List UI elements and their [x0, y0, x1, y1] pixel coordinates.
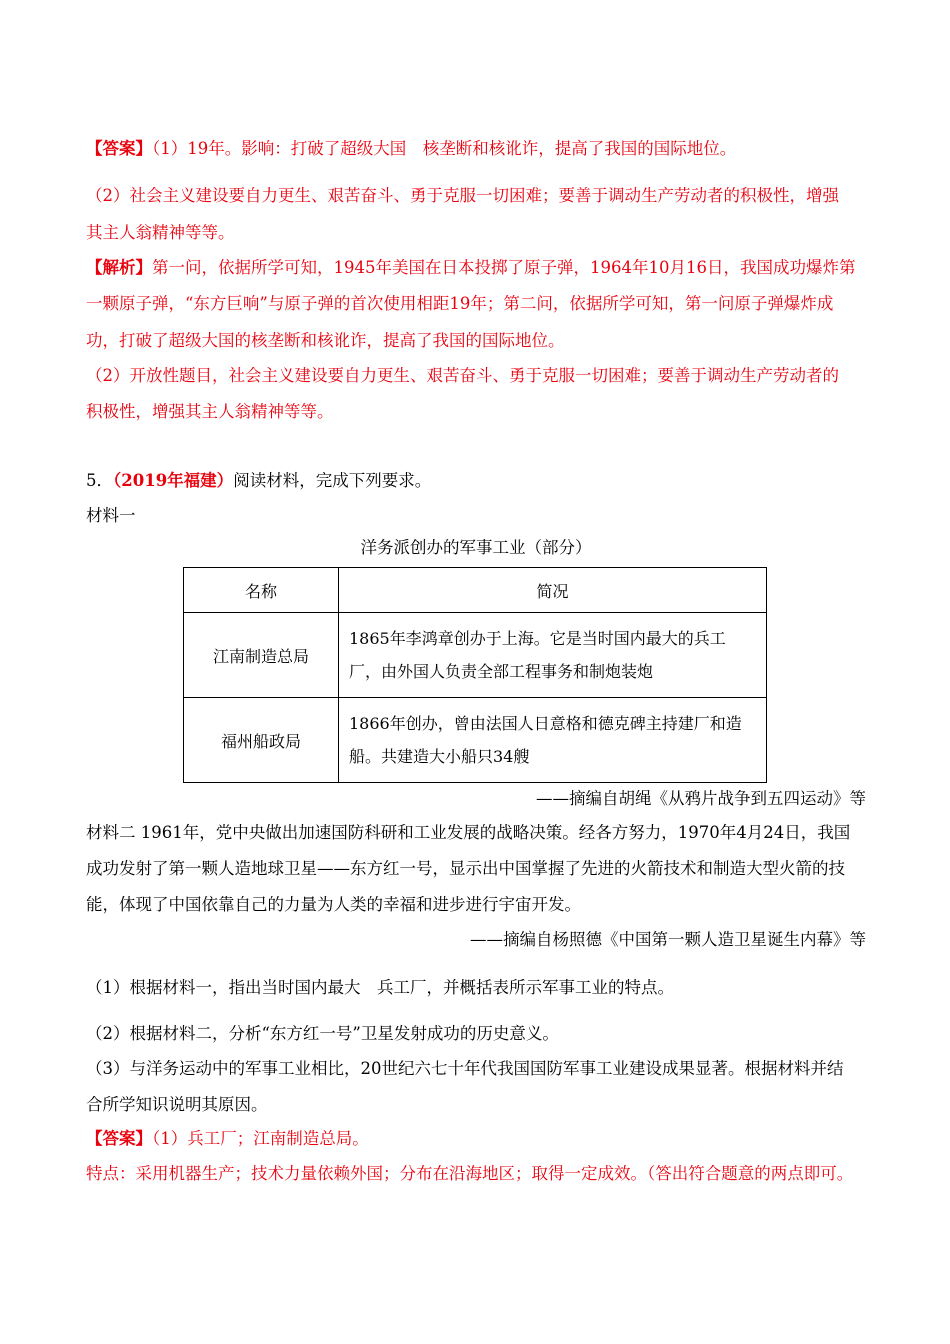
row-desc [339, 613, 767, 698]
question5-q1: （1）根据材料一，指出当时国内最大 兵工厂，并概括表所示军事工业的特点。 [86, 978, 674, 997]
row-desc-line2: 厂，由外国人负责全部工程事务和制炮装炮 [349, 662, 654, 681]
answer-q4-part2-line2: 其主人翁精神等等。 [86, 223, 235, 242]
material2-source: ——摘编自杨照德《中国第一颗人造卫星诞生内幕》等 [470, 930, 866, 949]
analysis-text: 第一问，依据所学可知，1945年美国在日本投掷了原子弹，1964年10月16日，我国成功爆炸第 [152, 258, 856, 277]
question5-q3-line1: （3）与洋务运动中的军事工业相比，20世纪六七十年代我国国防军事工业建设成果显著。根据材料并结 [86, 1059, 844, 1078]
analysis-line4: （2）开放性题目，社会主义建设要自力更生、艰苦奋斗、勇于克服一切困难；要善于调动生产劳动者的 [86, 366, 839, 385]
header-desc: 简况 [339, 568, 767, 613]
material2-line2: 成功发射了第一颗人造地球卫星——东方红一号，显示出中国掌握了先进的火箭技术和制造大型火箭的技 [86, 859, 845, 878]
answer-text: （1）兵工厂；江南制造总局。 [152, 1129, 369, 1148]
analysis-line1 [86, 256, 866, 280]
answer-q4-part2-line1: （2）社会主义建设要自力更生、艰苦奋斗、勇于克服一切困难；要善于调动生产劳动者的积极性，增强 [86, 186, 839, 205]
table-row [184, 698, 767, 783]
row-name: 福州船政局 [184, 698, 339, 783]
question-prompt: 阅读材料，完成下列要求。 [233, 471, 432, 490]
material1-label: 材料一 [86, 506, 136, 525]
answer-q4-part1 [86, 137, 866, 161]
analysis-line5: 积极性，增强其主人翁精神等等。 [86, 402, 334, 421]
answer-tag: 【答案】 [86, 139, 152, 158]
row-desc [339, 698, 767, 783]
table-header-row [184, 568, 767, 613]
table-row [184, 613, 767, 698]
question5-answer-line2: 特点：采用机器生产；技术力量依赖外国；分布在沿海地区；取得一定成效。（答出符合题意的两点即可。 [86, 1164, 854, 1183]
answer-tag: 【答案】 [86, 1129, 152, 1148]
analysis-line3: 功，打破了超级大国的核垄断和核讹诈，提高了我国的国际地位。 [86, 331, 565, 350]
question5-q3-line2: 合所学知识说明其原因。 [86, 1095, 268, 1114]
header-name: 名称 [184, 568, 339, 613]
question-source: （2019年福建） [113, 471, 234, 490]
question5-q2: （2）根据材料二，分析“东方红一号”卫星发射成功的历史意义。 [86, 1024, 559, 1043]
material2-line3: 能，体现了中国依靠自己的力量为人类的幸福和进步进行宇宙开发。 [86, 895, 581, 914]
question-number: 5． [86, 471, 113, 490]
military-industry-table [183, 567, 767, 783]
row-desc-line2: 船。共建造大小船只34艘 [349, 747, 530, 766]
table-source: ——摘编自胡绳《从鸦片战争到五四运动》等 [536, 789, 866, 808]
row-desc-line1: 1865年李鸿章创办于上海。它是当时国内最大的兵工 [349, 629, 726, 648]
question5-header [86, 469, 866, 493]
answer-text: （1）19年。影响：打破了超级大国 核垄断和核讹诈，提高了我国的国际地位。 [152, 139, 737, 158]
row-name: 江南制造总局 [184, 613, 339, 698]
row-desc-line1: 1866年创办，曾由法国人日意格和德克碑主持建厂和造 [349, 714, 742, 733]
question5-answer-line1 [86, 1127, 866, 1151]
material2-line1: 材料二 1961年，党中央做出加速国防科研和工业发展的战略决策。经各方努力，1970年4月24日，我国 [86, 823, 851, 842]
analysis-line2: 一颗原子弹，“东方巨响”与原子弹的首次使用相距19年；第二问，依据所学可知，第一问原子弹爆炸成 [86, 294, 834, 313]
analysis-tag: 【解析】 [86, 258, 152, 277]
table-title: 洋务派创办的军事工业（部分） [360, 538, 592, 557]
